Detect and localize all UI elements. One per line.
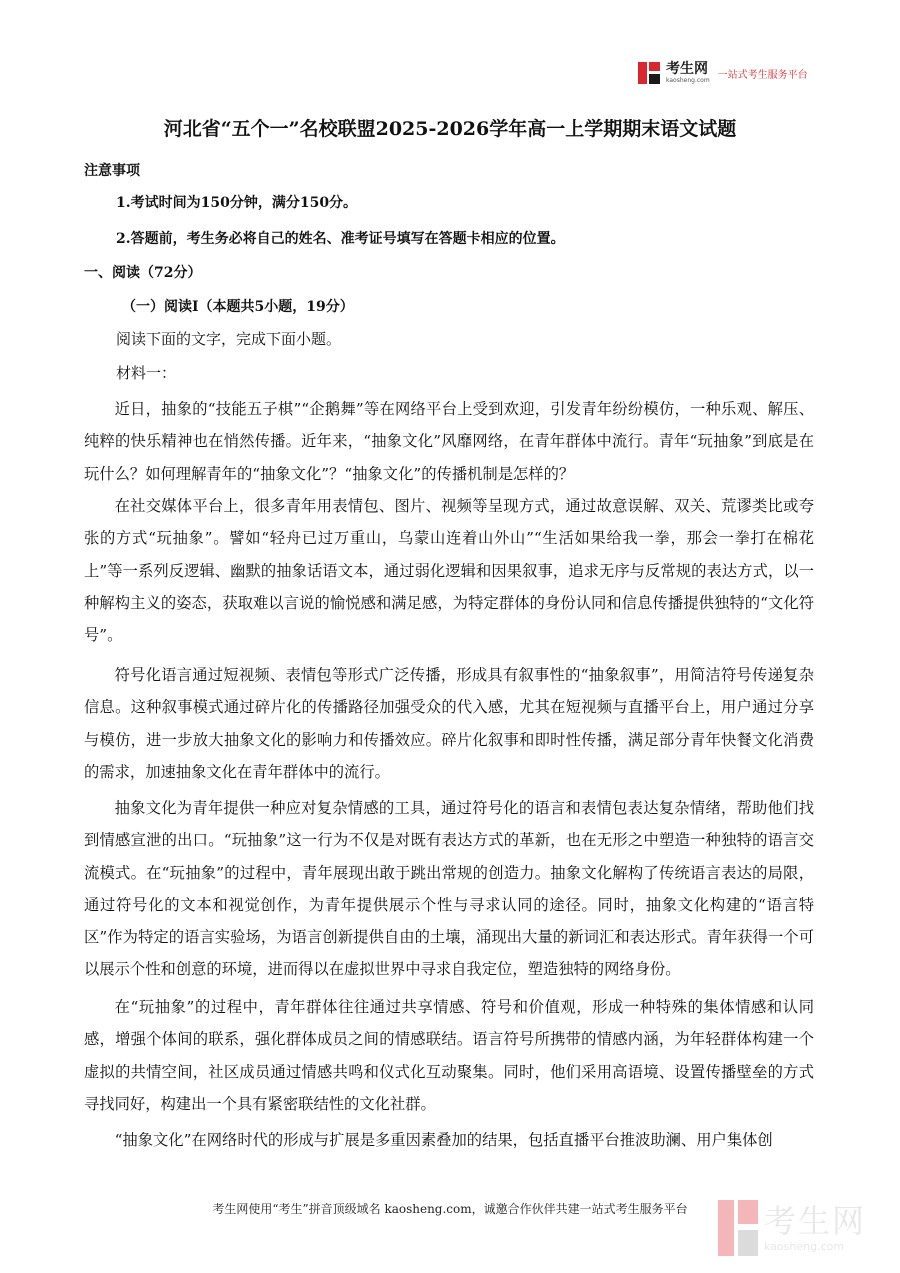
subsection-heading: （一）阅读I（本题共5小题，19分） <box>122 299 354 315</box>
header-slogan: 一站式考生服务平台 <box>717 69 808 81</box>
page-title: 河北省“五个一”名校联盟2025-2026学年高一上学期期末语文试题 <box>163 118 737 140</box>
paragraph-3: 符号化语言通过短视频、表情包等形式广泛传播，形成具有叙事性的“抽象叙事”，用简洁符号传递复杂信息。这种叙事模式通过碎片化的传播路径加强受众的代入感，尤其在短视频与直播平台上，用户通过分享与模仿，进一步放大抽象文化的影响力和传播效应。碎片化叙事和即时性传播，满足部分青年快餐文化消费的需求，加速抽象文化在青年群体中的流行。 <box>84 666 814 781</box>
paragraph-5: 在“玩抽象”的过程中，青年群体往往通过共享情感、符号和价值观，形成一种特殊的集体情感和认同感，增强个体间的联系，强化群体成员之间的情感联结。语言符号所携带的情感内涵，为年轻群体构建一个虚拟的共情空间，社区成员通过情感共鸣和仪式化互动聚集。同时，他们采用高语境、设置传播壁垒的方式寻找同好，构建出一个具有紧密联结性的文化社群。 <box>84 998 814 1113</box>
watermark-domain: kaosheng.com <box>764 1239 845 1253</box>
watermark-logo-icon <box>718 1200 758 1256</box>
section-heading: 一、阅读（72分） <box>84 265 202 281</box>
notice-item-2: 2.答题前，考生务必将自己的姓名、准考证号填写在答题卡相应的位置。 <box>116 231 565 247</box>
notice-heading: 注意事项 <box>84 163 140 179</box>
page-footer: 考生网使用“考生”拼音顶级域名 kaosheng.com，诚邀合作伙伴共建一站式考生服务平台 <box>212 1202 688 1216</box>
paragraph-6: “抽象文化”在网络时代的形成与扩展是多重因素叠加的结果，包括直播平台推波助澜、用户集体创 <box>114 1131 773 1149</box>
paragraph-4: 抽象文化为青年提供一种应对复杂情感的工具，通过符号化的语言和表情包表达复杂情绪，帮助他们找到情感宣泄的出口。“玩抽象”这一行为不仅是对既有表达方式的革新，也在无形之中塑造一种独特的语言交流模式。在“玩抽象”的过程中，青年展现出敢于跳出常规的创造力。抽象文化解构了传统语言表达的局限，通过符号化的文本和视觉创作，为青年提供展示个性与寻求认同的途径。同时，抽象文化构建的“语言特区”作为特定的语言实验场，为语言创新提供自由的土壤，涌现出大量的新词汇和表达形式。青年获得一个可以展示个性和创意的环境，进而得以在虚拟世界中寻求自我定位，塑造独特的网络身份。 <box>84 799 814 979</box>
paragraph-2: 在社交媒体平台上，很多青年用表情包、图片、视频等呈现方式，通过故意误解、双关、荒谬类比或夸张的方式“玩抽象”。譬如“轻舟已过万重山，乌蒙山连着山外山”“生活如果给我一拳，那会一拳打在棉花上”等一系列反逻辑、幽默的抽象话语文本，通过弱化逻辑和因果叙事，追求无序与反常规的表达方式，以一种解构主义的姿态，获取难以言说的愉悦感和满足感，为特定群体的身份认同和信息传播提供独特的“文化符号”。 <box>84 497 814 645</box>
watermark <box>718 1200 866 1256</box>
reading-instruction: 阅读下面的文字，完成下面小题。 <box>116 330 342 348</box>
watermark-name: 考生网 <box>764 1201 867 1240</box>
logo-domain: kaosheng.com <box>666 77 710 84</box>
paragraph-1: 近日，抽象的“技能五子棋”“企鹅舞”等在网络平台上受到欢迎，引发青年纷纷模仿，一种乐观、解压、纯粹的快乐精神也在悄然传播。近年来，“抽象文化”风靡网络，在青年群体中流行。青年“玩抽象”到底是在玩什么？如何理解青年的“抽象文化”？“抽象文化”的传播机制是怎样的？ <box>84 400 814 483</box>
logo-name: 考生网 <box>666 61 708 77</box>
header-logo <box>638 62 808 84</box>
notice-item-1: 1.考试时间为150分钟，满分150分。 <box>116 195 358 211</box>
material-label: 材料一： <box>116 364 177 382</box>
kaosheng-logo-icon <box>638 62 660 84</box>
